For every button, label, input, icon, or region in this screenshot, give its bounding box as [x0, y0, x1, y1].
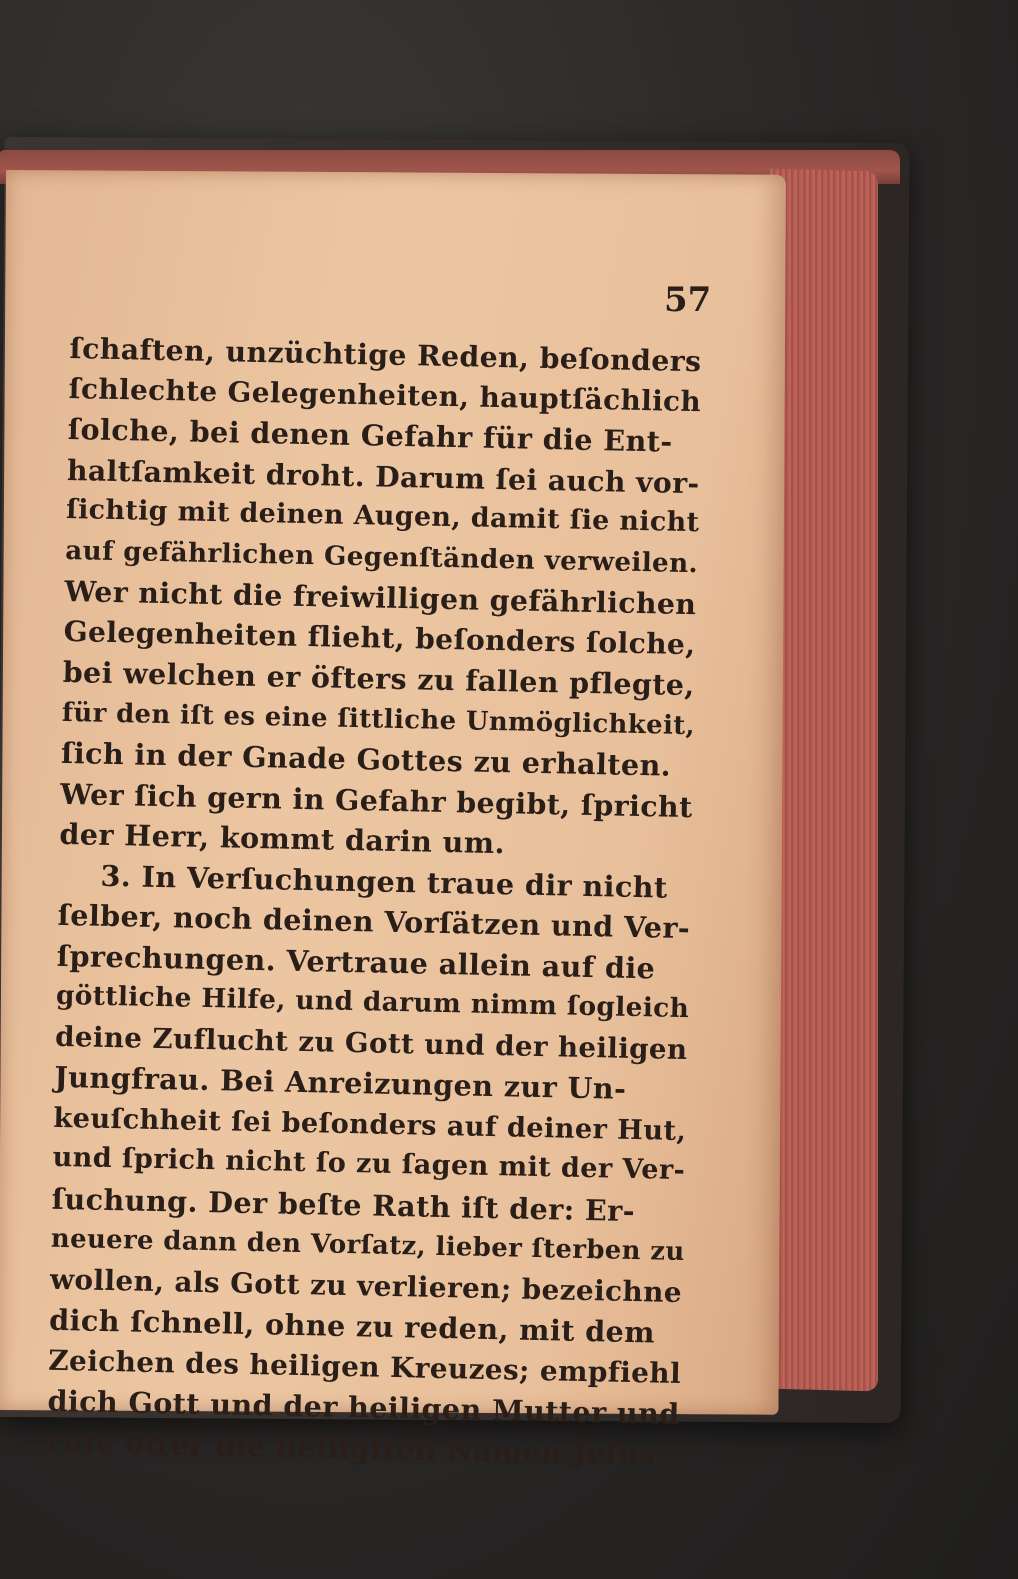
text-line: ſchlechte Gelegenheiten, hauptſächlich [68, 371, 702, 418]
text-line: keuſchheit ſei beſonders auf deiner Hut, [53, 1101, 687, 1147]
text-line: göttliche Hilfe, und darum nimm ſogleich [55, 979, 690, 1025]
text-line: ſelber, noch deinen Vorſätzen und Ver- [57, 897, 691, 946]
text-line: rufe öfter die heiligſten Namen Jeſus [46, 1424, 657, 1472]
text-line: neuere dann den Vorſatz, lieber ſterben zu [50, 1223, 685, 1268]
text-line: deine Zuflucht zu Gott und der heiligen [54, 1019, 688, 1066]
text-line: bei welchen er öfters zu fallen pflegte, [62, 654, 696, 703]
text-line: der Herr, kommt darin um. [59, 816, 506, 861]
text-line: 3. In Verſuchungen traue dir nicht [100, 858, 668, 905]
text-line: für den iſt es eine ſittliche Unmöglichkeit, [61, 697, 696, 741]
page-edges [770, 169, 878, 1392]
text-line: Zeichen des heiligen Kreuzes; empfiehl [48, 1343, 682, 1390]
text-line: ſprechungen. Vertraue allein auf die [56, 938, 656, 985]
text-line: ſolche, bei denen Gefahr für die Ent- [67, 411, 674, 459]
text-line: Gelegenheiten flieht, beſonders ſolche, [63, 614, 696, 661]
text-line: Wer nicht die freiwilligen gefährlichen [64, 573, 697, 622]
text-line: auf gefährlichen Gegenſtänden verweilen. [65, 534, 699, 579]
text-line: dich ſchnell, ohne zu reden, mit dem [48, 1302, 656, 1350]
text-line: dich Gott und der heiligen Mutter und [47, 1383, 680, 1432]
page-text [46, 328, 710, 1475]
text-line: und ſprich nicht ſo zu ſagen mit der Ver- [52, 1141, 686, 1187]
text-line: Wer ſich gern in Gefahr begibt, ſpricht [59, 776, 693, 824]
text-line: ſichtig mit deinen Augen, damit ſie nicht [65, 493, 700, 539]
page-number: 57 [664, 280, 712, 320]
text-line: haltſamkeit droht. Darum ſei auch vor- [66, 452, 700, 500]
text-line: ſchaften, unzüchtige Reden, beſonders [69, 330, 702, 379]
text-line: ſuchung. Der beſte Rath iſt der: Er- [51, 1181, 636, 1228]
text-line: Jungfrau. Bei Anreizungen zur Un- [53, 1059, 627, 1106]
text-line: wollen, als Gott zu verlieren; bezeichne [49, 1262, 683, 1309]
text-line: ſich in der Gnade Gottes zu erhalten. [60, 735, 672, 783]
